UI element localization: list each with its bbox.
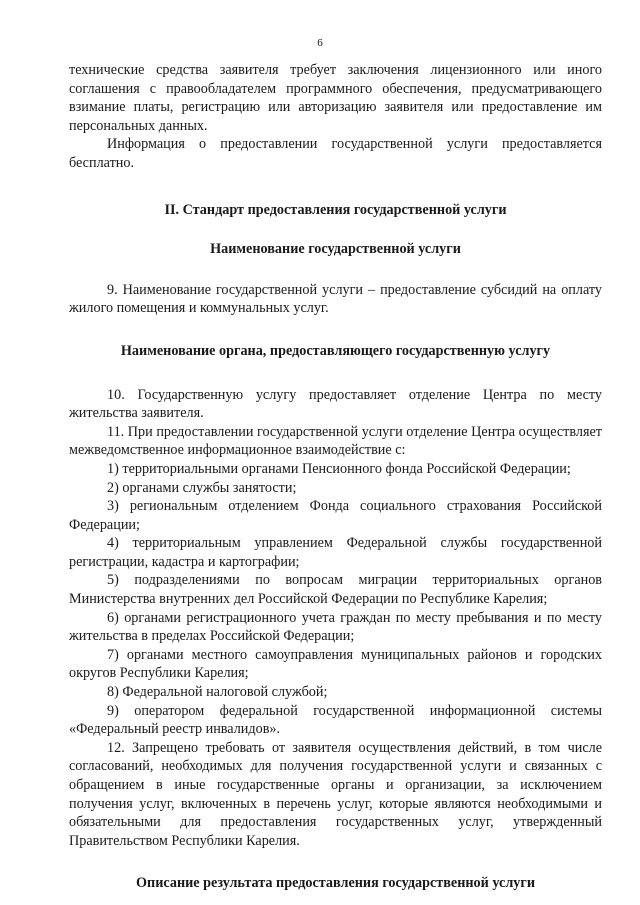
paragraph-10: 10. Государственную услугу предоставляет отделение Центра по месту жительства заявителя. xyxy=(69,386,602,422)
paragraph-intro-continued: технические средства заявителя требует заключения лицензионного или иного соглашения с правообладателем программного обеспечения, предусматривающего взимание платы, регистрацию или авторизацию заявителя или предоставление им персональных данных. xyxy=(69,62,602,134)
section-title: II. Стандарт предоставления государственной услуги xyxy=(164,201,507,218)
list-item: 5) подразделениями по вопросам миграции территориальных органов Министерства внутренних дел Российской Федерации по Республике Карелия; xyxy=(69,572,602,608)
paragraph-12: 12. Запрещено требовать от заявителя осуществления действий, в том числе согласований, необходимых для получения государственной услуги и связанных с обращением в иные государственные органы и организации, за исключением получения услуг, включенных в перечень услуг, которые являются необходимыми и обязательными для предоставления государственных услуг, утвержденный Правительством Республики Карелия. xyxy=(69,739,602,849)
list-item: 8) Федеральной налоговой службой; xyxy=(107,684,328,701)
subsection-title-service-name: Наименование государственной услуги xyxy=(210,241,461,258)
list-item: 3) региональным отделением Фонда социального страхования Российской Федерации; xyxy=(69,498,602,533)
subsection-title-authority: Наименование органа, предоставляющего государственную услугу xyxy=(120,342,551,359)
paragraph-free-of-charge: Информация о предоставлении государственной услуги предоставляется бесплатно. xyxy=(69,136,602,171)
list-item: 7) органами местного самоуправления муниципальных районов и городских округов Республики Карелия; xyxy=(69,646,602,682)
list-item: 6) органами регистрационного учета граждан по месту пребывания и по месту жительства в пределах Российской Федерации; xyxy=(69,609,602,645)
paragraph-11: 11. При предоставлении государственной услуги отделение Центра осуществляет межведомственное информационное взаимодействие с: xyxy=(69,423,602,459)
subsection-title-result: Описание результата предоставления государственной услуги xyxy=(136,875,535,892)
list-item: 1) территориальными органами Пенсионного фонда Российской Федерации; xyxy=(107,460,571,477)
page-number: 6 xyxy=(317,37,323,49)
list-item: 4) территориальным управлением Федеральной службы государственной регистрации, кадастра и картографии; xyxy=(69,535,602,570)
paragraph-9: 9. Наименование государственной услуги – предоставление субсидий на оплату жилого помещения и коммунальных услуг. xyxy=(69,281,602,317)
list-item: 2) органами службы занятости; xyxy=(107,479,297,496)
document-body xyxy=(69,61,602,893)
list-item: 9) оператором федеральной государственной информационной системы «Федеральный реестр инвалидов». xyxy=(69,702,602,738)
